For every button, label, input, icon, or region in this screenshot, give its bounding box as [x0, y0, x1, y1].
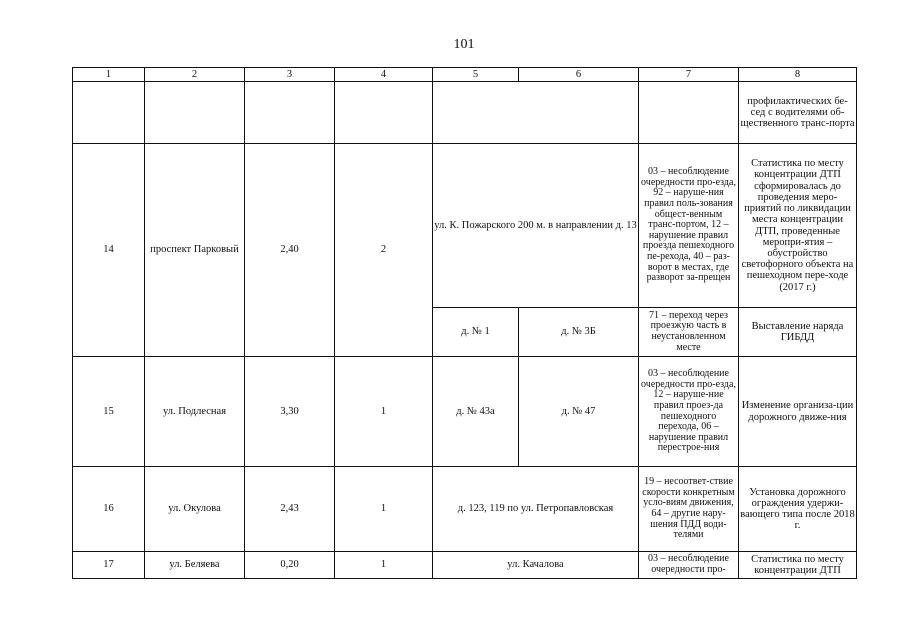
count-cell: 1 — [335, 467, 433, 552]
cell-empty — [639, 82, 739, 144]
cell-empty — [433, 82, 639, 144]
count-cell: 1 — [335, 357, 433, 467]
table-row — [73, 552, 857, 579]
length-cell: 3,30 — [245, 357, 335, 467]
cell-empty — [145, 82, 245, 144]
violations-cell: 19 – несоответ-ствие скорости конкретным усло-виям движения, 64 – другие нару-шения ПДД води-телями — [639, 467, 739, 552]
street-cell: ул. Беляева — [145, 552, 245, 579]
violations-cell: 03 – несоблюдение очередности про-езда, 92 – наруше-ния правил поль-зования общест-венным транс-портом, 12 – нарушение правил проезда пешеходного пе-рехода, 40 – раз-ворот в местах, где разворот за-прещен — [639, 144, 739, 308]
cell-empty — [335, 82, 433, 144]
table-row — [73, 467, 857, 552]
measures-cell: Статистика по месту концентрации ДТП — [739, 552, 857, 579]
measures-cell: Изменение организа-ции дорожного движе-ния — [739, 357, 857, 467]
cell-empty — [73, 82, 145, 144]
section-cell: ул. Качалова — [433, 552, 639, 579]
header-cell: 2 — [145, 68, 245, 82]
table-row — [73, 82, 857, 144]
accident-table — [72, 67, 857, 579]
page-number: 101 — [453, 37, 475, 52]
count-cell: 1 — [335, 552, 433, 579]
violations-cell: 71 – переход через проезжую часть в неустановленном месте — [639, 308, 739, 357]
to-cell: д. № 3Б — [519, 308, 639, 357]
from-cell: д. № 43а — [433, 357, 519, 467]
cell-empty — [245, 82, 335, 144]
length-cell: 0,20 — [245, 552, 335, 579]
header-cell: 8 — [739, 68, 857, 82]
to-cell: д. № 47 — [519, 357, 639, 467]
count-cell: 2 — [335, 144, 433, 357]
length-cell: 2,43 — [245, 467, 335, 552]
table-row — [73, 357, 857, 467]
section-cell: ул. К. Пожарского 200 м. в направлении д. 13 — [433, 144, 639, 308]
street-cell: ул. Подлесная — [145, 357, 245, 467]
row-number: 16 — [73, 467, 145, 552]
header-cell: 7 — [639, 68, 739, 82]
violations-cell: 03 – несоблюдение очередности про- — [639, 552, 739, 579]
measures-cell: Статистика по месту концентрации ДТП сформировалась до проведения меро-приятий по ликвидации места концентрации ДТП, проведенные меропри-ятия – обустройство светофорного объекта на пешеходном пере-ходе (2017 г.) — [739, 144, 857, 308]
table-row — [73, 144, 857, 308]
row-number: 15 — [73, 357, 145, 467]
header-cell: 1 — [73, 68, 145, 82]
header-cell: 3 — [245, 68, 335, 82]
header-cell: 6 — [519, 68, 639, 82]
header-cell: 4 — [335, 68, 433, 82]
from-cell: д. № 1 — [433, 308, 519, 357]
length-cell: 2,40 — [245, 144, 335, 357]
section-cell: д. 123, 119 по ул. Петропавловская — [433, 467, 639, 552]
measures-cell: Установка дорожного ограждения удержи-вающего типа после 2018 г. — [739, 467, 857, 552]
street-cell: проспект Парковый — [145, 144, 245, 357]
street-cell: ул. Окулова — [145, 467, 245, 552]
measures-cell: Выставление наряда ГИБДД — [739, 308, 857, 357]
violations-cell: 03 – несоблюдение очередности про-езда, 12 – наруше-ние правил проез-да пешеходного перехода, 06 – нарушение правил перестрое-ния — [639, 357, 739, 467]
row-number: 17 — [73, 552, 145, 579]
row-number: 14 — [73, 144, 145, 357]
measures-cell: профилактических бе-сед с водителями об-щественного транс-порта — [739, 82, 857, 144]
header-row — [73, 68, 857, 82]
header-cell: 5 — [433, 68, 519, 82]
